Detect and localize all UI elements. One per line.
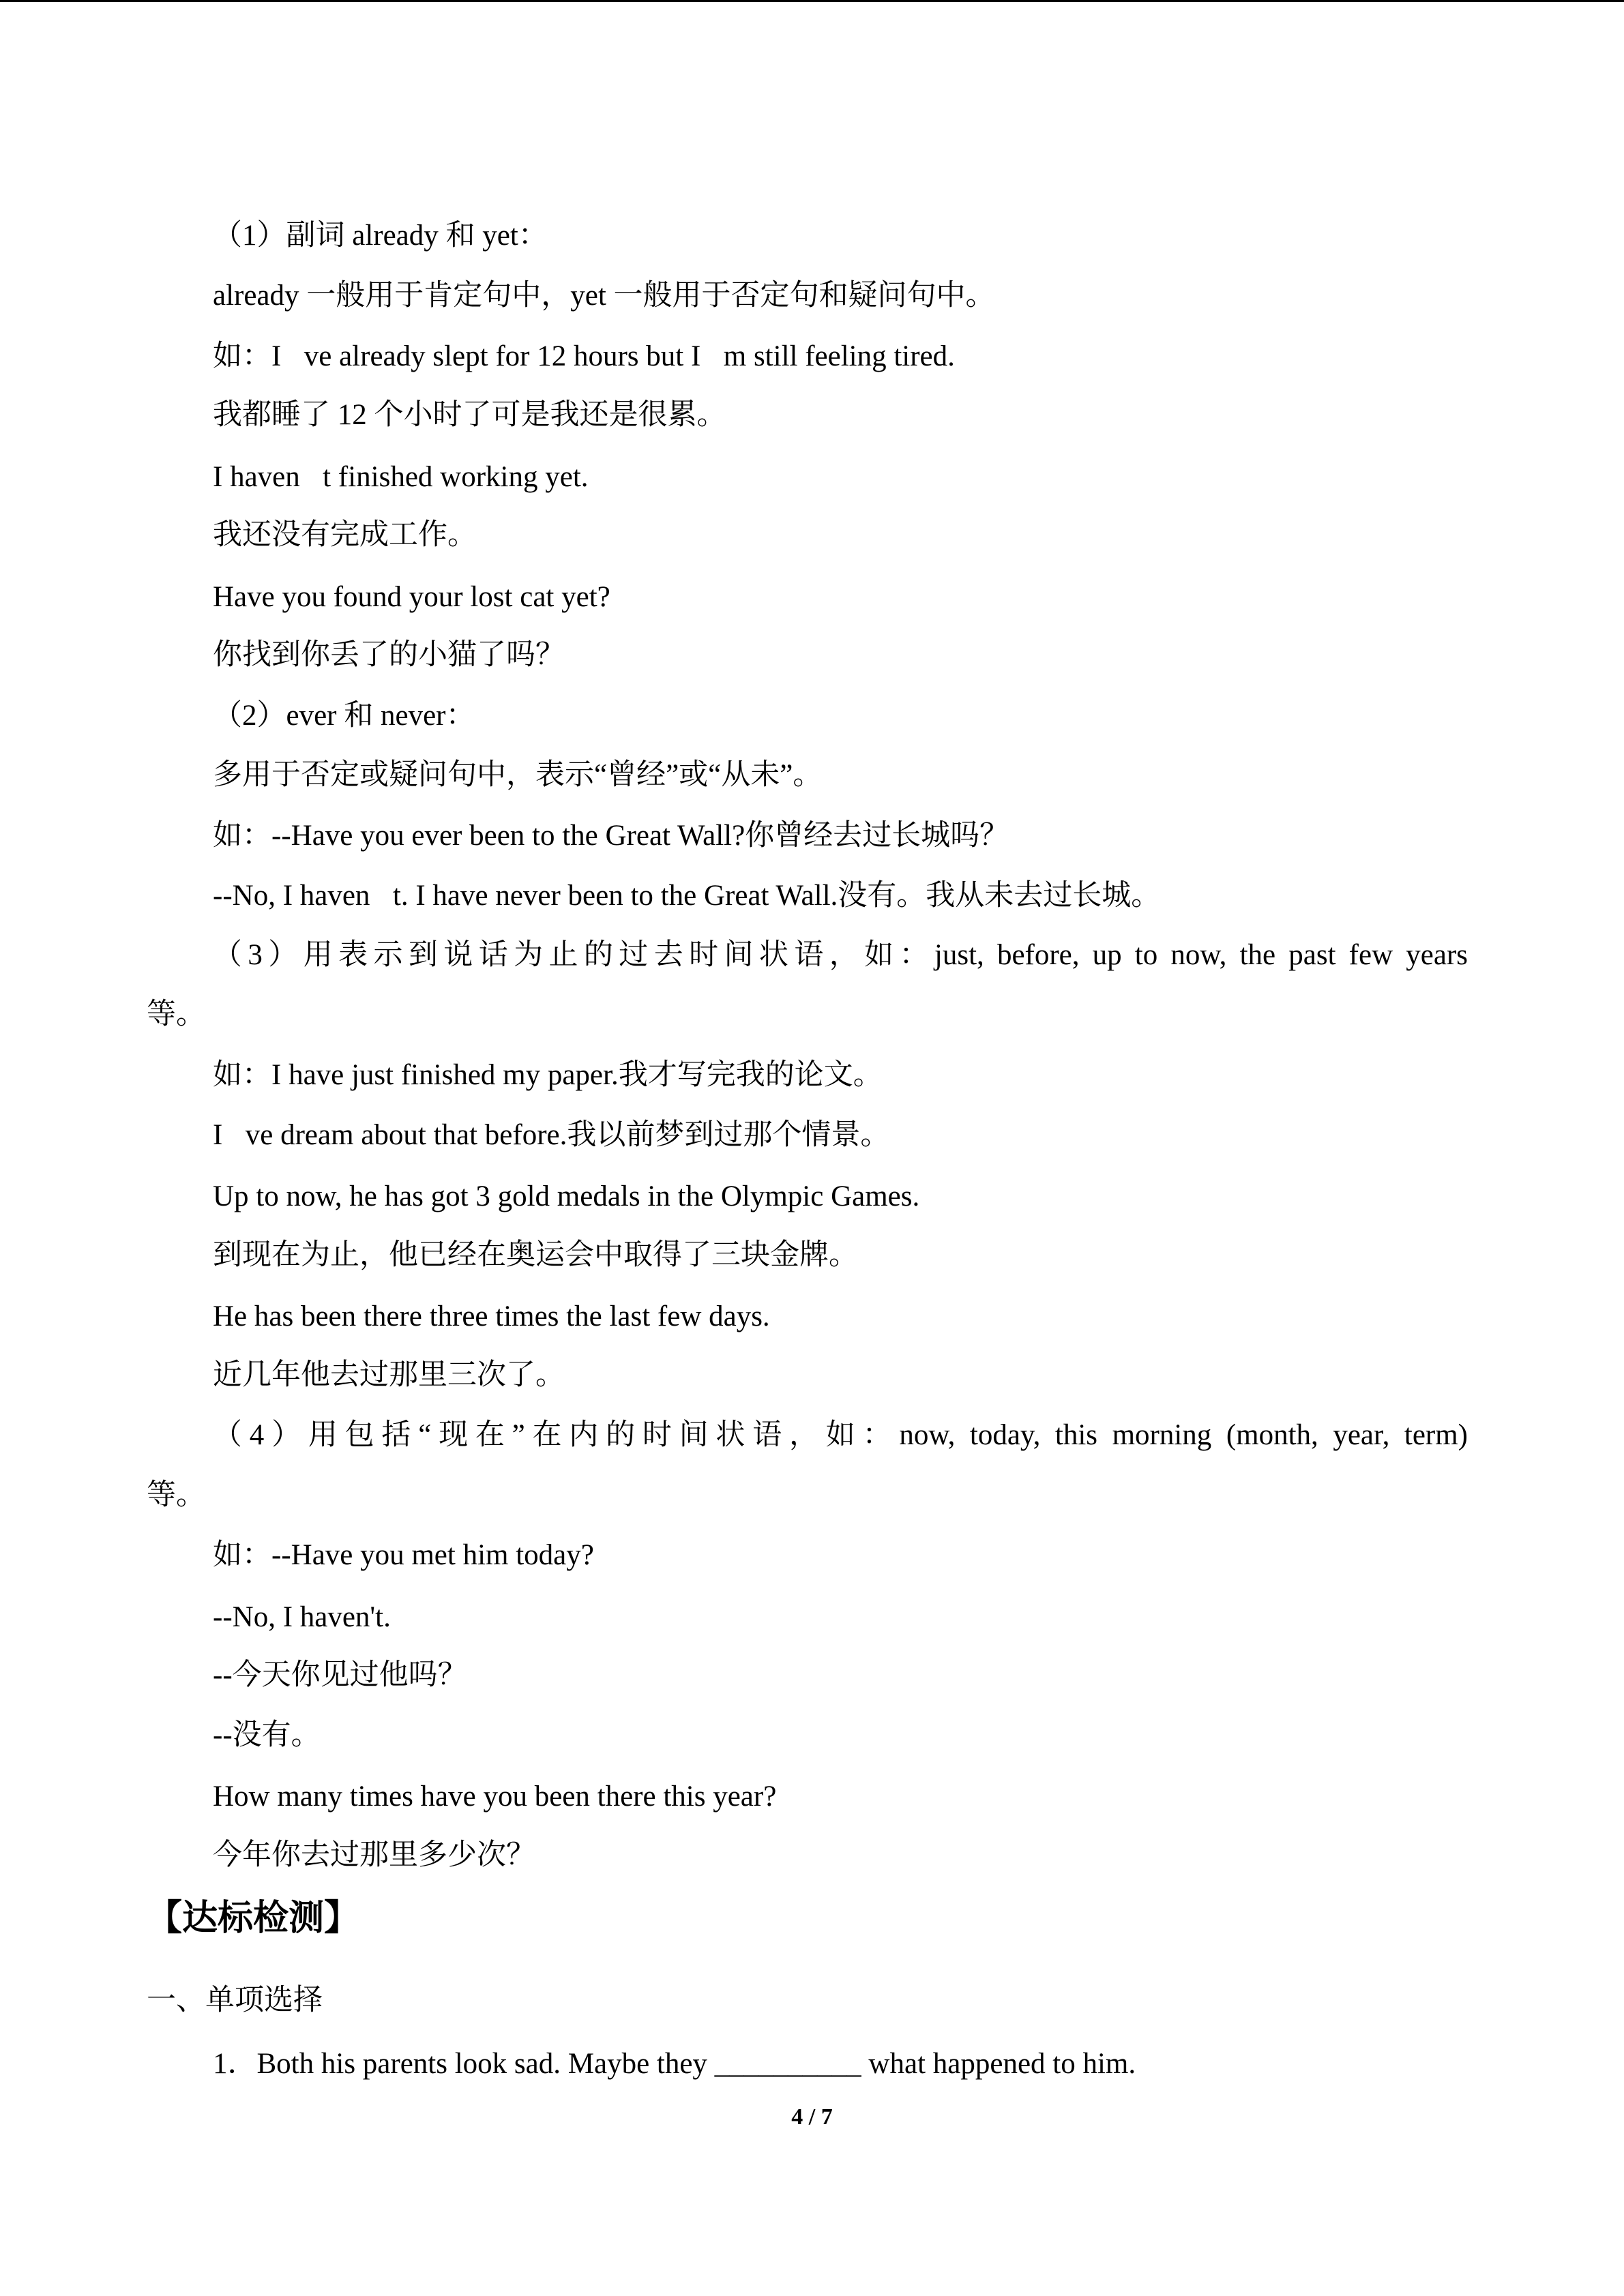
example-sentence: 如：I have just finished my paper.我才写完我的论文。	[213, 1059, 883, 1091]
question-1: 1．Both his parents look sad. Maybe they __________ what happened to him.	[213, 2048, 1136, 2080]
part-title: 一、单项选择	[147, 1984, 323, 2016]
translation-line: 你找到你丢了的小猫了吗？	[213, 639, 565, 671]
example-sentence: 如：--Have you met him today?	[213, 1539, 594, 1571]
page-top-border	[0, 0, 1624, 2]
translation-line: 今年你去过那里多少次？	[213, 1839, 535, 1871]
translation-line: --没有。	[213, 1719, 321, 1751]
example-sentence: --No, I haven't.	[213, 1601, 391, 1633]
grammar-point-heading: （3）用表示到说话为止的过去时间状语，如：just, before, up to now, the past few years	[213, 939, 1468, 971]
text-line: 多用于否定或疑问句中，表示“曾经”或“从未”。	[213, 759, 823, 791]
example-sentence: --No, I haven t. I have never been to the Great Wall.没有。我从未去过长城。	[213, 880, 1161, 912]
grammar-point-heading: （2）ever 和 never：	[213, 700, 475, 732]
translation-line: 我还没有完成工作。	[213, 519, 477, 551]
example-sentence: Have you found your lost cat yet?	[213, 581, 610, 613]
example-sentence: He has been there three times the last few days.	[213, 1300, 770, 1332]
text-line: 等。	[147, 1479, 205, 1511]
page-number: 4 / 7	[791, 2104, 833, 2130]
text-line: 等。	[147, 998, 205, 1030]
translation-line: --今天你见过他吗？	[213, 1659, 467, 1691]
translation-line: 我都睡了 12 个小时了可是我还是很累。	[213, 399, 726, 431]
example-sentence: 如：--Have you ever been to the Great Wall?你曾经去过长城吗？	[213, 820, 1009, 852]
example-sentence: I ve dream about that before.我以前梦到过那个情景。	[213, 1119, 890, 1151]
section-title: 【达标检测】	[147, 1899, 360, 1938]
translation-line: 到现在为止，他已经在奥运会中取得了三块金牌。	[213, 1239, 858, 1271]
example-sentence: Up to now, he has got 3 gold medals in the Olympic Games.	[213, 1180, 920, 1212]
example-sentence: How many times have you been there this year?	[213, 1780, 777, 1813]
grammar-point-heading: （4）用包括“现在”在内的时间状语，如：now, today, this morning (month, year, term)	[213, 1419, 1468, 1451]
translation-line: 近几年他去过那里三次了。	[213, 1359, 565, 1391]
grammar-point-heading: （1）副词 already 和 yet：	[213, 220, 548, 252]
example-sentence: I haven t finished working yet.	[213, 461, 589, 493]
text-line: already 一般用于肯定句中，yet 一般用于否定句和疑问句中。	[213, 280, 995, 312]
example-sentence: 如：I ve already slept for 12 hours but I m still feeling tired.	[213, 340, 955, 372]
